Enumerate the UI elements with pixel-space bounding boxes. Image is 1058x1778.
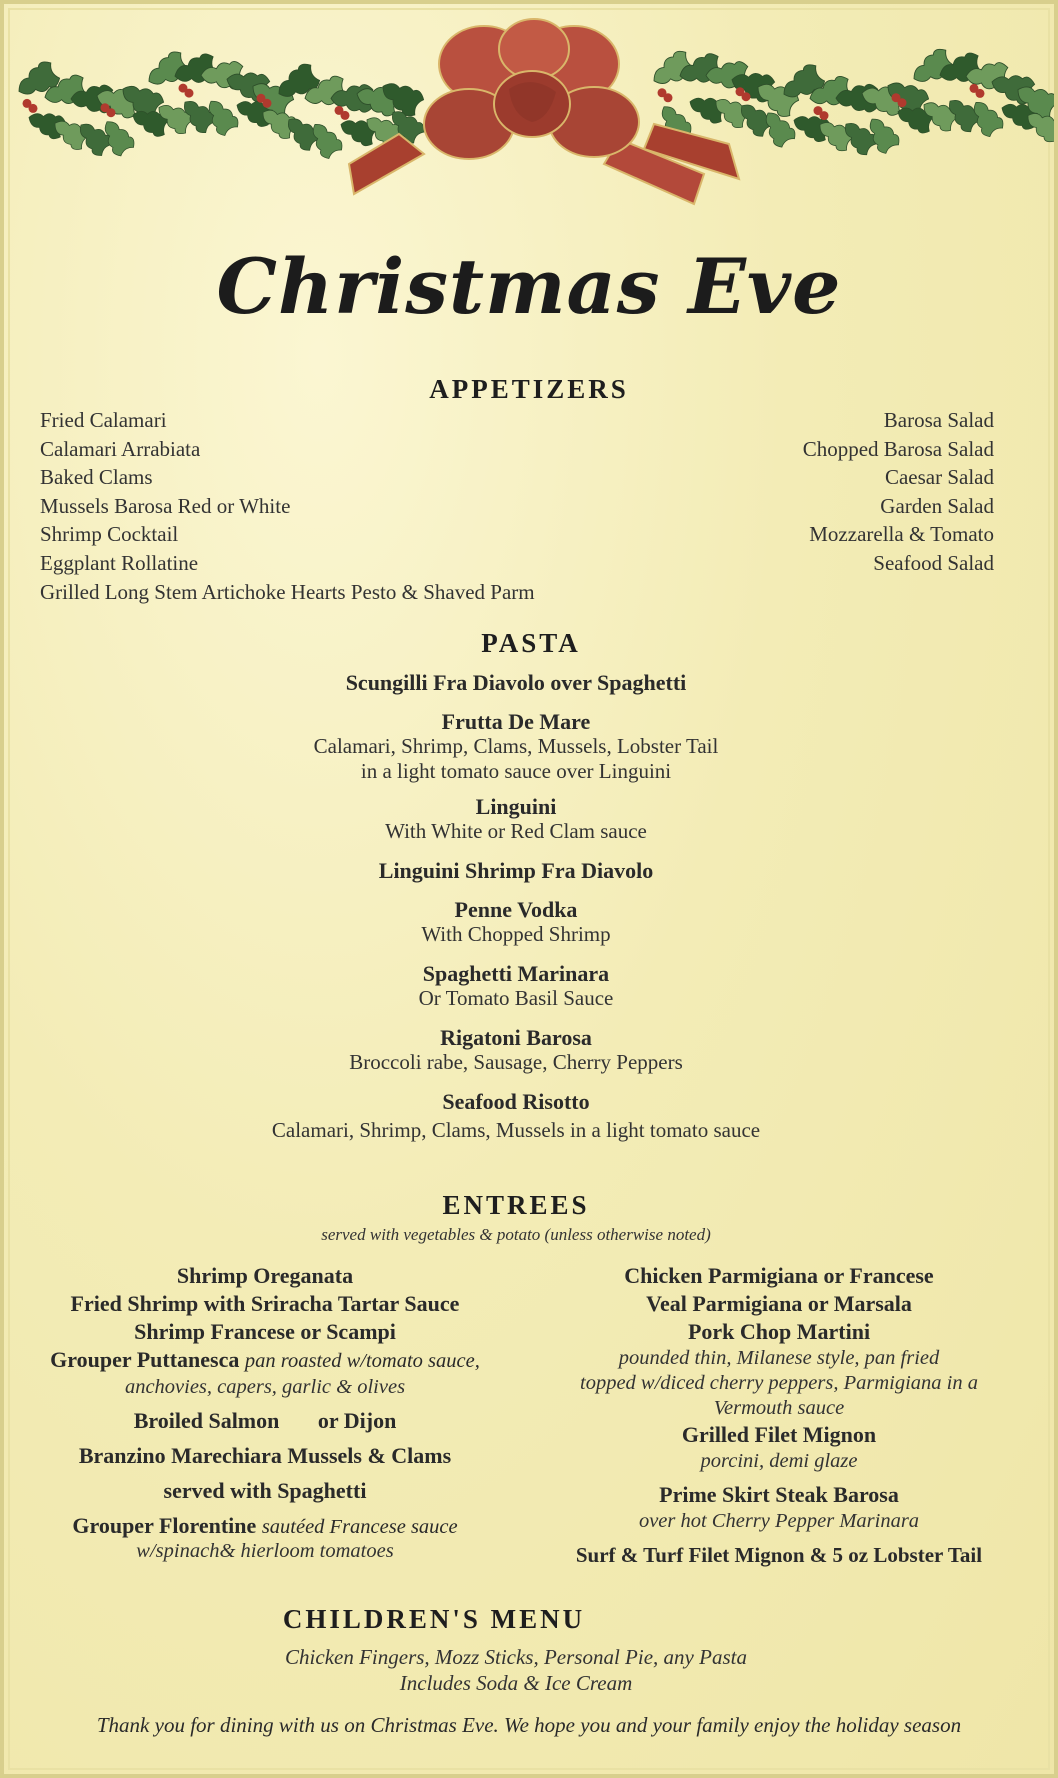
entree-item: Prime Skirt Steak Barosa xyxy=(659,1482,899,1507)
holly-berry xyxy=(742,92,751,101)
entree-name: Grouper Florentine xyxy=(72,1513,257,1538)
childrens-menu-items: Chicken Fingers, Mozz Sticks, Personal Pie, any Pasta xyxy=(285,1645,747,1669)
entree-name: Grouper Puttanesca xyxy=(50,1347,240,1372)
list-item: Barosa Salad xyxy=(883,408,994,432)
entree-item: served with Spaghetti xyxy=(163,1478,367,1503)
page-title: Christmas Eve xyxy=(216,242,842,331)
list-item xyxy=(4,897,1028,947)
list-item: Garden Salad xyxy=(880,493,994,518)
dish-name: Linguini Shrimp Fra Diavolo xyxy=(378,858,654,883)
list-item xyxy=(4,961,1028,1011)
entree-item: Chicken Parmigiana or Francese xyxy=(624,1263,934,1288)
list-item: Grilled Long Stem Artichoke Hearts Pesto & Shaved Parm xyxy=(40,579,535,604)
holly-garland-with-bow xyxy=(4,4,1054,214)
dish-name: Frutta De Mare xyxy=(441,709,591,734)
dish-description: With White or Red Clam sauce xyxy=(385,819,647,843)
childrens-menu-heading: CHILDREN'S MENU xyxy=(282,1604,586,1634)
dish-name: Linguini xyxy=(475,794,557,819)
dish-name: Rigatoni Barosa xyxy=(440,1025,592,1050)
thank-you-note: Thank you for dining with us on Christmas Eve. We hope you and your family enjoy the holiday season xyxy=(96,1713,962,1737)
entree-description: pounded thin, Milanese style, pan fried xyxy=(618,1347,940,1369)
pasta-list xyxy=(4,670,1028,1157)
entree-item: Fried Shrimp with Sriracha Tartar Sauce xyxy=(70,1291,460,1316)
holly-berry xyxy=(263,99,272,108)
dish-description: Calamari, Shrimp, Clams, Mussels in a light tomato sauce xyxy=(271,1118,761,1142)
entree-description: topped w/diced cherry peppers, Parmigiana in a xyxy=(580,1372,978,1394)
entree-item: Veal Parmigiana or Marsala xyxy=(646,1291,912,1316)
list-item: Mussels Barosa Red or White xyxy=(40,493,291,518)
entree-option: or Dijon xyxy=(317,1408,397,1433)
holly-berry xyxy=(29,104,38,113)
list-item: Seafood Salad xyxy=(873,550,994,575)
holly-berry xyxy=(107,108,116,117)
entree-item xyxy=(10,1512,520,1541)
entrees-left-column xyxy=(10,1262,520,1561)
holly-berry xyxy=(898,98,907,107)
childrens-menu-includes: Includes Soda & Ice Cream xyxy=(399,1671,633,1695)
entree-item xyxy=(10,1346,520,1375)
entree-description: Vermouth sauce xyxy=(713,1397,845,1419)
dish-name: Seafood Risotto xyxy=(442,1089,590,1114)
dish-description: Broccoli rabe, Sausage, Cherry Peppers xyxy=(349,1050,683,1074)
entree-description: w/spinach& hierloom tomatoes xyxy=(136,1540,394,1562)
holly-berry xyxy=(341,111,350,120)
dish-description: With Chopped Shrimp xyxy=(421,922,611,946)
holly-berry xyxy=(976,89,985,98)
dish-description: Or Tomato Basil Sauce xyxy=(418,986,614,1010)
list-item xyxy=(4,709,1028,784)
entree-item: Pork Chop Martini xyxy=(687,1319,871,1344)
holly-berry xyxy=(820,111,829,120)
entrees-heading: ENTREES xyxy=(442,1190,590,1220)
holly-berry xyxy=(664,93,673,102)
list-item: Shrimp Cocktail xyxy=(40,522,179,547)
entree-description: porcini, demi glaze xyxy=(700,1450,858,1472)
entrees-note: served with vegetables & potato (unless otherwise noted) xyxy=(321,1225,711,1244)
dish-name: Scungilli Fra Diavolo over Spaghetti xyxy=(345,670,687,695)
entree-item: Shrimp Francese or Scampi xyxy=(134,1319,396,1344)
dish-name: Penne Vodka xyxy=(454,897,578,922)
entree-item: Grilled Filet Mignon xyxy=(681,1422,877,1447)
appetizers-right-list xyxy=(803,406,994,578)
entree-item xyxy=(10,1407,520,1435)
list-item: Calamari Arrabiata xyxy=(40,436,201,461)
list-item xyxy=(4,1089,1028,1143)
entrees-right-column xyxy=(534,1262,1024,1569)
list-item: Baked Clams xyxy=(40,465,153,490)
dish-name: Spaghetti Marinara xyxy=(422,961,610,986)
entree-description: sautéed Francese sauce xyxy=(261,1516,458,1538)
list-item: Chopped Barosa Salad xyxy=(802,436,994,461)
list-item xyxy=(4,670,1028,695)
entree-description: pan roasted w/tomato sauce, xyxy=(244,1350,480,1372)
entree-item: Branzino Marechiara Mussels & Clams xyxy=(78,1443,452,1468)
entree-description: over hot Cherry Pepper Marinara xyxy=(638,1510,920,1532)
list-item: Fried Calamari xyxy=(40,408,167,432)
childrens-menu xyxy=(4,1644,1028,1696)
pasta-heading: PASTA xyxy=(481,628,581,658)
holly-berry xyxy=(185,89,194,98)
entree-name: Broiled Salmon xyxy=(133,1408,280,1433)
entree-item: Shrimp Oreganata xyxy=(176,1263,354,1288)
list-item xyxy=(4,1025,1028,1075)
list-item: Mozzarella & Tomato xyxy=(809,522,994,547)
dish-description: in a light tomato sauce over Linguini xyxy=(360,759,672,783)
list-item: Caesar Salad xyxy=(884,465,994,490)
dish-description: Calamari, Shrimp, Clams, Mussels, Lobster Tail xyxy=(313,734,719,758)
list-item: Eggplant Rollatine xyxy=(40,550,199,575)
appetizers-heading: APPETIZERS xyxy=(429,374,629,404)
entree-description: anchovies, capers, garlic & olives xyxy=(124,1376,406,1398)
appetizers-left-list xyxy=(40,406,535,606)
entree-item: Surf & Turf Filet Mignon & 5 oz Lobster Tail xyxy=(575,1543,983,1567)
list-item xyxy=(4,794,1028,844)
list-item xyxy=(4,858,1028,883)
